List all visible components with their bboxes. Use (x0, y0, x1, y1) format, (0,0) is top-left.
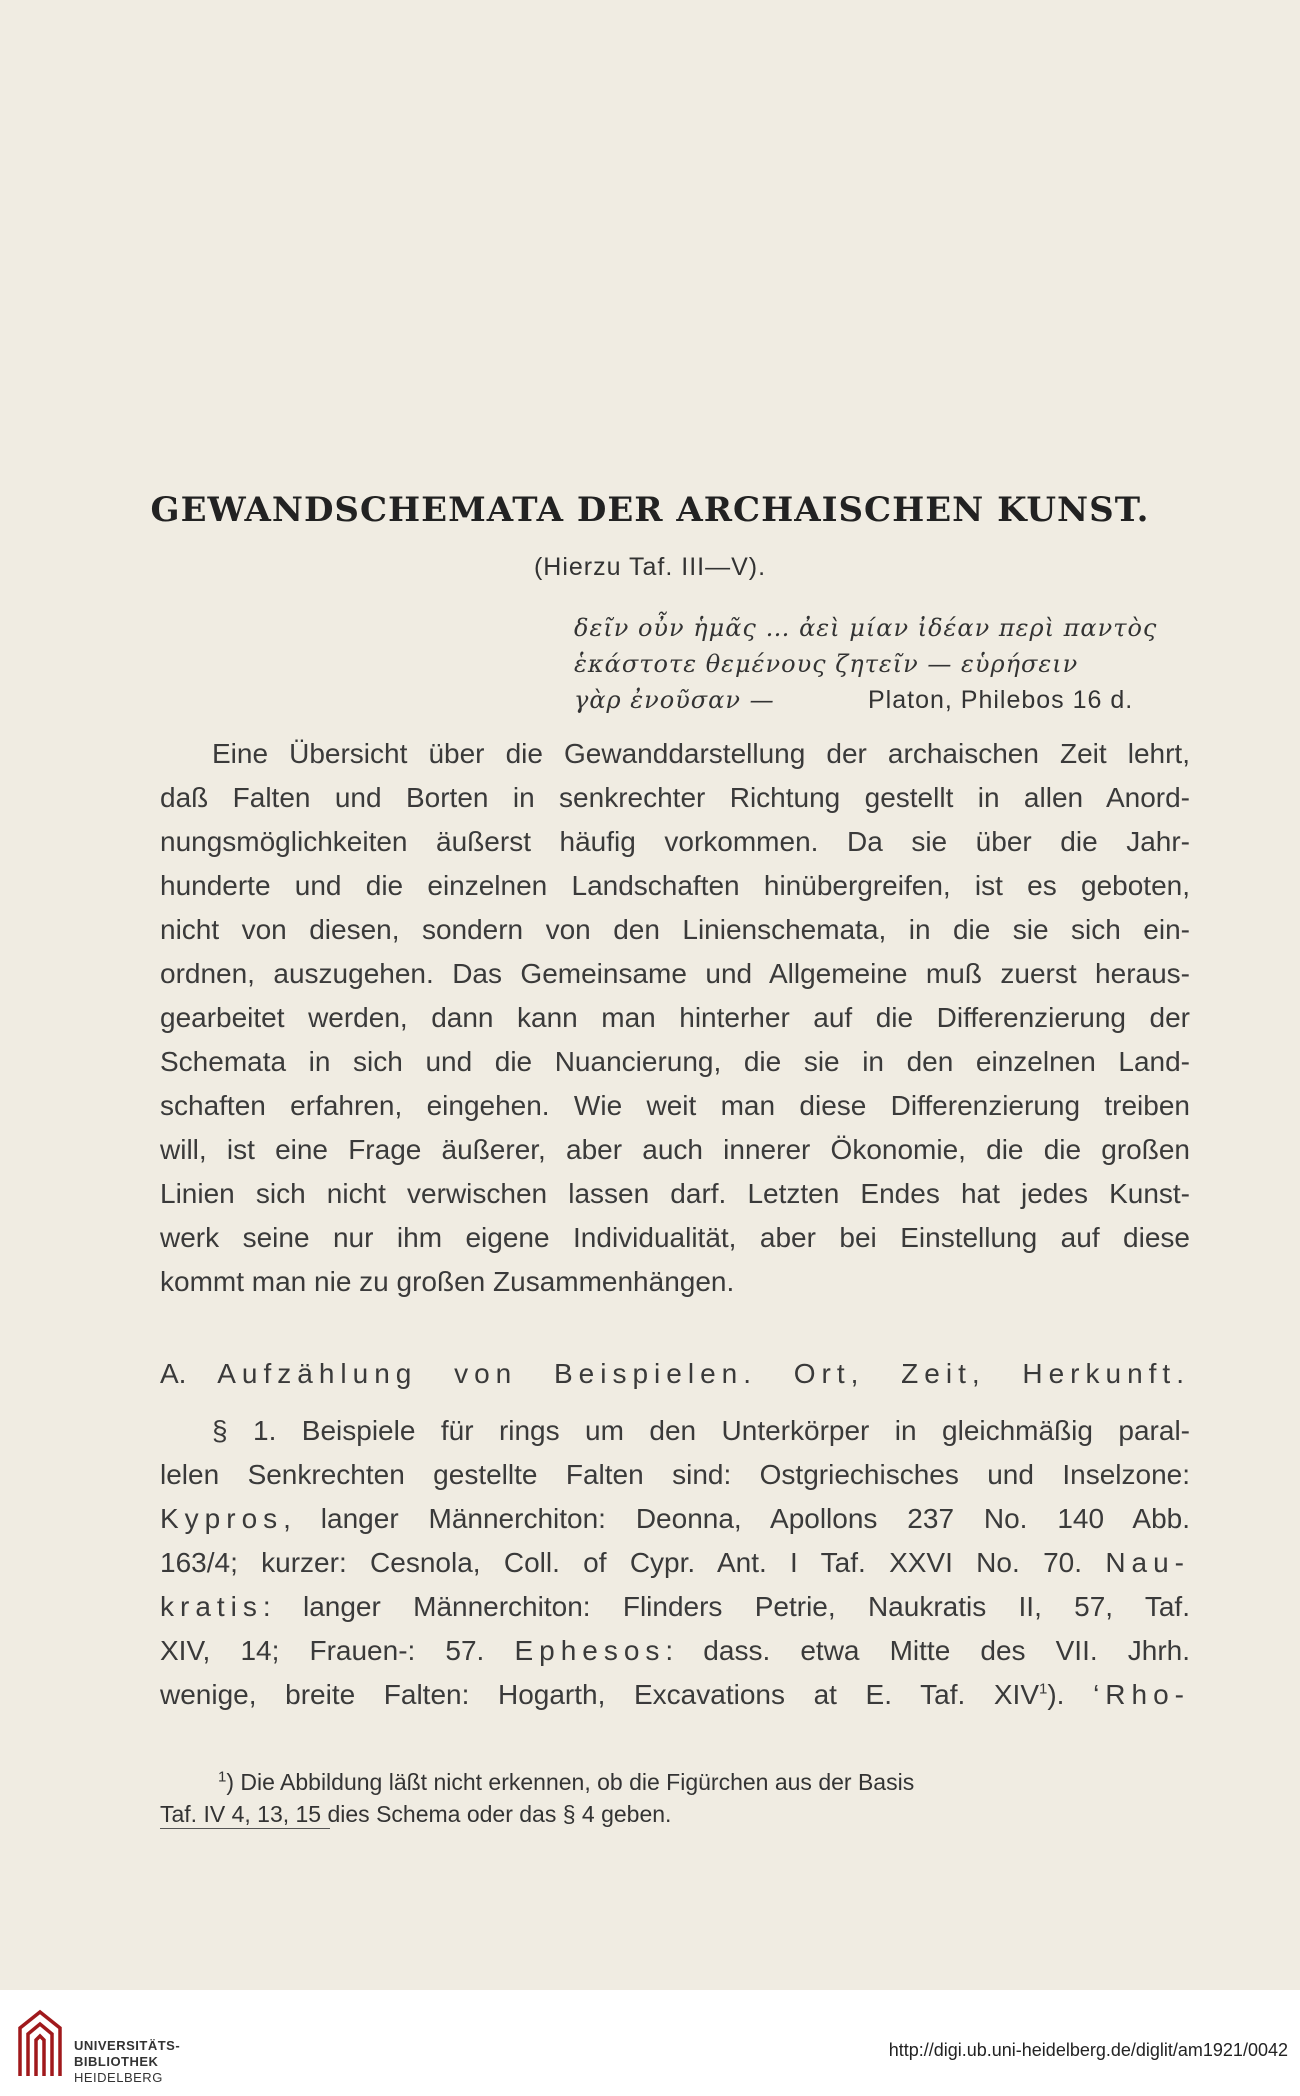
section-heading-prefix: A. (160, 1358, 187, 1389)
motto-source: Platon, Philebos 16 d. (868, 686, 1134, 714)
place-name: ‘Rho- (1093, 1679, 1190, 1710)
section-heading (160, 1356, 1190, 1392)
logo-text-line-3: HEIDELBERG (74, 2070, 163, 2085)
paragraph-1-line: ordnen, auszugehen. Das Gemeinsame und Allgemeine muß zuerst heraus- (160, 958, 1190, 989)
paragraph-1-line: daß Falten und Borten in senkrechter Richtung gestellt in allen Anord- (160, 782, 1190, 813)
paragraph-1-line: nicht von diesen, sondern von den Linienschemata, in die sie sich ein- (160, 914, 1190, 945)
paragraph-1-line: gearbeitet werden, dann kann man hinterher auf die Differenzierung der (160, 1002, 1190, 1033)
paragraph-1-line: hunderte und die einzelnen Landschaften hinübergreifen, ist es geboten, (160, 870, 1190, 901)
paragraph-1-line: Schemata in sich und die Nuancierung, die sie in den einzelnen Land- (160, 1046, 1190, 1077)
footnote-line-1 (218, 1766, 1190, 1798)
motto-line-2: ἑκάστοτε θεμένους ζητεῖν — εὑρήσειν (574, 650, 1079, 678)
footnote-reference: 1 (1039, 1680, 1048, 1698)
source-url-link[interactable]: http://digi.ub.uni-heidelberg.de/diglit/am1921/0042 (888, 2040, 1288, 2060)
article-subtitle: (Hierzu Taf. III—V). (533, 553, 767, 581)
line-text: wenige, breite Falten: Hogarth, Excavations at E. Taf. XIV (160, 1679, 1039, 1710)
line-text: ). (1047, 1679, 1065, 1710)
line-text: 163/4; kurzer: Cesnola, Coll. of Cypr. Ant. I Taf. XXVI No. 70. (160, 1547, 1082, 1578)
paragraph-1-line: Linien sich nicht verwischen lassen darf. Letzten Endes hat jedes Kunst- (160, 1178, 1190, 1209)
motto-line-3: γὰρ ἐνοῦσαν — (574, 686, 775, 714)
line-text: : langer Männerchiton: Flinders Petrie, Naukratis II, 57, Taf. (262, 1591, 1190, 1622)
logo-text-line-1: UNIVERSITÄTS- (74, 2038, 181, 2053)
section-heading-text: Aufzählung von Beispielen. Ort, Zeit, Herkunft. (217, 1358, 1190, 1389)
paragraph-2-line (160, 1589, 1190, 1625)
paragraph-2-line (160, 1633, 1190, 1669)
motto-line-1: δεῖν οὖν ἡμᾶς … ἀεὶ μίαν ἰδέαν περὶ παντὸς (574, 614, 1158, 642)
place-name: Ephesos (514, 1635, 666, 1666)
article-title: GEWANDSCHEMATA DER ARCHAISCHEN KUNST. (150, 490, 1150, 530)
paragraph-1-line: kommt man nie zu großen Zusammenhängen. (160, 1266, 735, 1297)
paragraph-2-line (160, 1545, 1190, 1581)
line-text: : dass. etwa Mitte des VII. Jhrh. (665, 1635, 1190, 1666)
paragraph-1-line: schaften erfahren, eingehen. Wie weit man diese Differenzierung treiben (160, 1090, 1190, 1121)
paragraph-2-line (160, 1677, 1190, 1713)
place-name: Kypros (160, 1503, 284, 1534)
line-text: XIV, 14; Frauen-: 57. (160, 1635, 485, 1666)
heidelberg-library-logo-icon (14, 2006, 66, 2082)
footnote-line-2: Taf. IV 4, 13, 15 dies Schema oder das § 4 geben. (160, 1801, 672, 1827)
paragraph-1-line: will, ist eine Frage äußerer, aber auch innerer Ökonomie, die die großen (160, 1134, 1190, 1165)
logo-text-line-2: BIBLIOTHEK (74, 2054, 159, 2069)
footnote-marker: 1 (218, 1768, 227, 1786)
paragraph-1-line: nungsmöglichkeiten äußerst häufig vorkommen. Da sie über die Jahr- (160, 826, 1190, 857)
footnote-text: ) Die Abbildung läßt nicht erkennen, ob die Figürchen aus der Basis (226, 1769, 915, 1795)
paragraph-1-line: werk seine nur ihm eigene Individualität, aber bei Einstellung auf diese (160, 1222, 1190, 1253)
paragraph-2-line: lelen Senkrechten gestellte Falten sind: Ostgriechisches und Inselzone: (160, 1459, 1190, 1490)
paragraph-1-line: Eine Übersicht über die Gewanddarstellung der archaischen Zeit lehrt, (212, 738, 1190, 769)
paragraph-2-line: § 1. Beispiele für rings um den Unterkörper in gleichmäßig paral- (212, 1415, 1190, 1446)
line-text: , langer Männerchiton: Deonna, Apollons 237 No. 140 Abb. (283, 1503, 1190, 1534)
place-name: Nau- (1105, 1547, 1191, 1578)
paragraph-2-line (160, 1501, 1190, 1537)
place-name: kratis (160, 1591, 263, 1622)
